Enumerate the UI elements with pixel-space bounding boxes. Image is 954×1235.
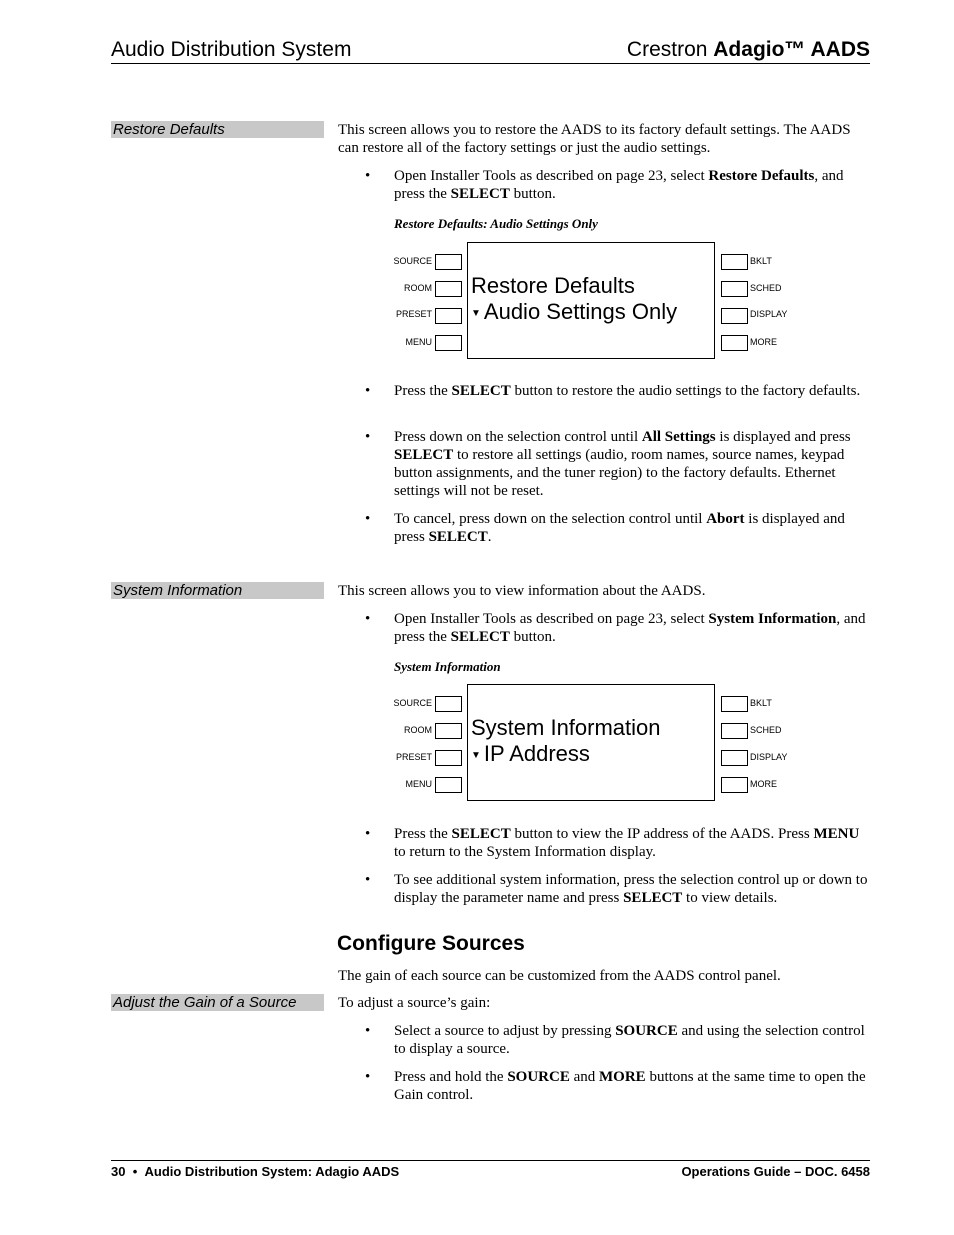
down-arrow-icon: ▼	[471, 307, 481, 319]
page-header	[111, 38, 870, 64]
lcd-screen	[467, 242, 715, 359]
menu-button[interactable]	[435, 777, 462, 793]
room-label: ROOM	[404, 283, 432, 293]
down-arrow-icon: ▼	[471, 749, 481, 761]
preset-label: PRESET	[395, 309, 432, 319]
footer-left	[111, 1164, 399, 1179]
section-label-restore-defaults: Restore Defaults	[111, 121, 324, 138]
control-panel-diagram-restore	[385, 242, 788, 362]
source-button[interactable]	[435, 254, 462, 270]
lcd-screen	[467, 684, 715, 801]
display-button[interactable]	[721, 308, 748, 324]
sched-label: SCHED	[750, 725, 782, 735]
restore-figure-caption: Restore Defaults: Audio Settings Only	[394, 216, 598, 231]
bullet-dot: •	[365, 429, 371, 445]
footer-doc-number: Operations Guide – DOC. 6458	[681, 1164, 870, 1179]
screen-line-1: System Information	[471, 715, 661, 740]
section-label-system-information: System Information	[111, 582, 324, 599]
configure-intro: The gain of each source can be customized from the AADS control panel.	[338, 968, 781, 984]
more-button[interactable]	[721, 777, 748, 793]
source-button[interactable]	[435, 696, 462, 712]
preset-button[interactable]	[435, 308, 462, 324]
screen-line-1: Restore Defaults	[471, 273, 635, 298]
preset-button[interactable]	[435, 750, 462, 766]
room-button[interactable]	[435, 281, 462, 297]
sched-label: SCHED	[750, 283, 782, 293]
section-label-adjust-gain: Adjust the Gain of a Source	[111, 994, 324, 1011]
source-label: SOURCE	[393, 256, 432, 266]
display-label: DISPLAY	[750, 752, 788, 762]
bullet-dot: •	[365, 826, 371, 842]
bullet-dot: •	[365, 168, 371, 184]
header-title: Audio Distribution System	[111, 38, 352, 61]
adjust-gain-lead: To adjust a source’s gain:	[338, 995, 491, 1011]
bullet-dot: •	[365, 383, 371, 399]
sysinfo-figure-caption: System Information	[394, 659, 501, 674]
sched-button[interactable]	[721, 281, 748, 297]
menu-label: MENU	[405, 337, 432, 347]
section-heading-configure-sources: Configure Sources	[337, 932, 525, 955]
more-label: MORE	[750, 779, 777, 789]
sysinfo-intro: This screen allows you to view information about the AADS.	[338, 583, 706, 599]
more-label: MORE	[750, 337, 777, 347]
room-button[interactable]	[435, 723, 462, 739]
screen-line-2: ▼ Audio Settings Only	[471, 299, 678, 324]
preset-label: PRESET	[395, 752, 432, 762]
control-panel-diagram-sysinfo	[385, 684, 788, 804]
bullet-dot: •	[365, 511, 371, 527]
bullet-dot: •	[365, 611, 371, 627]
footer-doc-title: Audio Distribution System: Adagio AADS	[144, 1164, 400, 1179]
menu-button[interactable]	[435, 335, 462, 351]
bklt-button[interactable]	[721, 254, 748, 270]
bullet-dot: •	[365, 1069, 371, 1085]
restore-intro: This screen allows you to restore the AADS to its factory default settings. The AADS can restore all of the factory settings or just the audio settings.	[338, 122, 851, 156]
bklt-label: BKLT	[750, 698, 772, 708]
header-product: Crestron Adagio™ AADS	[626, 38, 870, 61]
source-label: SOURCE	[393, 698, 432, 708]
menu-label: MENU	[405, 779, 432, 789]
bklt-label: BKLT	[750, 256, 772, 266]
footer-bullet: •	[132, 1164, 138, 1179]
room-label: ROOM	[404, 725, 432, 735]
display-label: DISPLAY	[750, 309, 788, 319]
bullet-dot: •	[365, 1023, 371, 1039]
display-button[interactable]	[721, 750, 748, 766]
more-button[interactable]	[721, 335, 748, 351]
bullet-dot: •	[365, 872, 371, 888]
screen-line-2: ▼ IP Address	[471, 741, 590, 766]
bklt-button[interactable]	[721, 696, 748, 712]
page-number: 30	[111, 1164, 126, 1179]
page-footer	[111, 1160, 870, 1179]
sched-button[interactable]	[721, 723, 748, 739]
